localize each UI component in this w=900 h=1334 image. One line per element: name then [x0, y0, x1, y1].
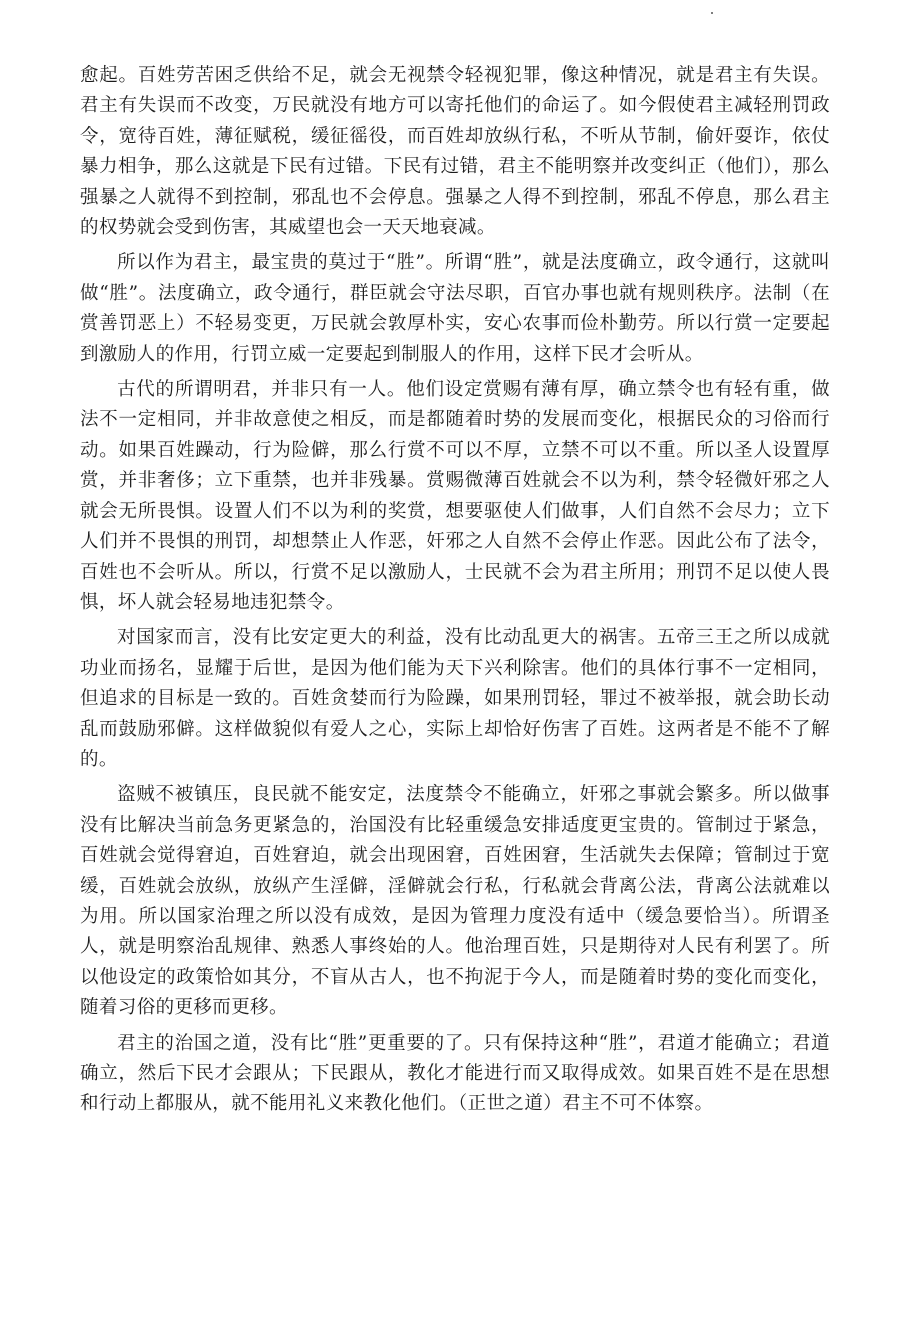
document-body — [80, 61, 830, 1120]
paragraph-6: 君主的治国之道，没有比“胜”更重要的了。只有保持这种“胜”，君道才能确立；君道确立，然后下民才会跟从；下民跟从，教化才能进行而又取得成效。如果百姓不是在思想和行动上都服从，就不能用礼义来教化他们。（正世之道）君主不可不体察。 — [80, 1032, 830, 1115]
paragraph-1: 愈起。百姓劳苦困乏供给不足，就会无视禁令轻视犯罪，像这种情况，就是君主有失误。君主有失误而不改变，万民就没有地方可以寄托他们的命运了。如今假使君主减轻刑罚政令，宽待百姓，薄征赋税，缓征徭役，而百姓却放纵行私，不听从节制，偷奸耍诈，依仗暴力相争，那么这就是下民有过错。下民有过错，君主不能明察并改变纠正（他们），那么强暴之人就得不到控制，邪乱也不会停息。强暴之人得不到控制，邪乱不停息，那么君主的权势就会受到伤害，其威望也会一天天地衰减。 — [80, 65, 830, 239]
scan-speck — [711, 12, 713, 14]
paragraph-4: 对国家而言，没有比安定更大的利益，没有比动乱更大的祸害。五帝三王之所以成就功业而扬名，显耀于后世，是因为他们能为天下兴利除害。他们的具体行事不一定相同，但追求的目标是一致的。百姓贪婪而行为险躁，如果刑罚轻，罪过不被举报，就会助长动乱而鼓励邪僻。这样做貌似有爱人之心，实际上却恰好伤害了百姓。这两者是不能不了解的。 — [80, 627, 830, 770]
paragraph-5: 盗贼不被镇压，良民就不能安定，法度禁令不能确立，奸邪之事就会繁多。所以做事没有比解决当前急务更紧急的，治国没有比轻重缓急安排适度更宝贵的。管制过于紧急，百姓就会觉得窘迫，百姓窘迫，就会出现困窘，百姓困窘，生活就失去保障；管制过于宽缓，百姓就会放纵，放纵产生淫僻，淫僻就会行私，行私就会背离公法，背离公法就难以为用。所以国家治理之所以没有成效，是因为管理力度没有适中（缓急要恰当）。所谓圣人，就是明察治乱规律、熟悉人事终始的人。他治理百姓，只是期待对人民有利罢了。所以他设定的政策恰如其分，不盲从古人，也不拘泥于今人，而是随着时势的变化而变化，随着习俗的更移而更移。 — [80, 784, 830, 1019]
paragraph-2: 所以作为君主，最宝贵的莫过于“胜”。所谓“胜”，就是法度确立，政令通行，这就叫做“胜”。法度确立，政令通行，群臣就会守法尽职，百官办事也就有规则秩序。法制（在赏善罚恶上）不轻易变更，万民就会敦厚朴实，安心农事而俭朴勤劳。所以行赏一定要起到激励人的作用，行罚立威一定要起到制服人的作用，这样下民才会听从。 — [80, 252, 830, 365]
paragraph-3: 古代的所谓明君，并非只有一人。他们设定赏赐有薄有厚，确立禁令也有轻有重，做法不一定相同，并非故意使之相反，而是都随着时势的发展而变化，根据民众的习俗而行动。如果百姓躁动，行为险僻，那么行赏不可以不厚，立禁不可以不重。所以圣人设置厚赏，并非奢侈；立下重禁，也并非残暴。赏赐微薄百姓就会不以为利，禁令轻微奸邪之人就会无所畏惧。设置人们不以为利的奖赏，想要驱使人们做事，人们自然不会尽力；立下人们并不畏惧的刑罚，却想禁止人作恶，奸邪之人自然不会停止作恶。因此公布了法令，百姓也不会听从。所以，行赏不足以激励人，士民就不会为君主所用；刑罚不足以使人畏惧，坏人就会轻易地违犯禁令。 — [80, 379, 830, 613]
